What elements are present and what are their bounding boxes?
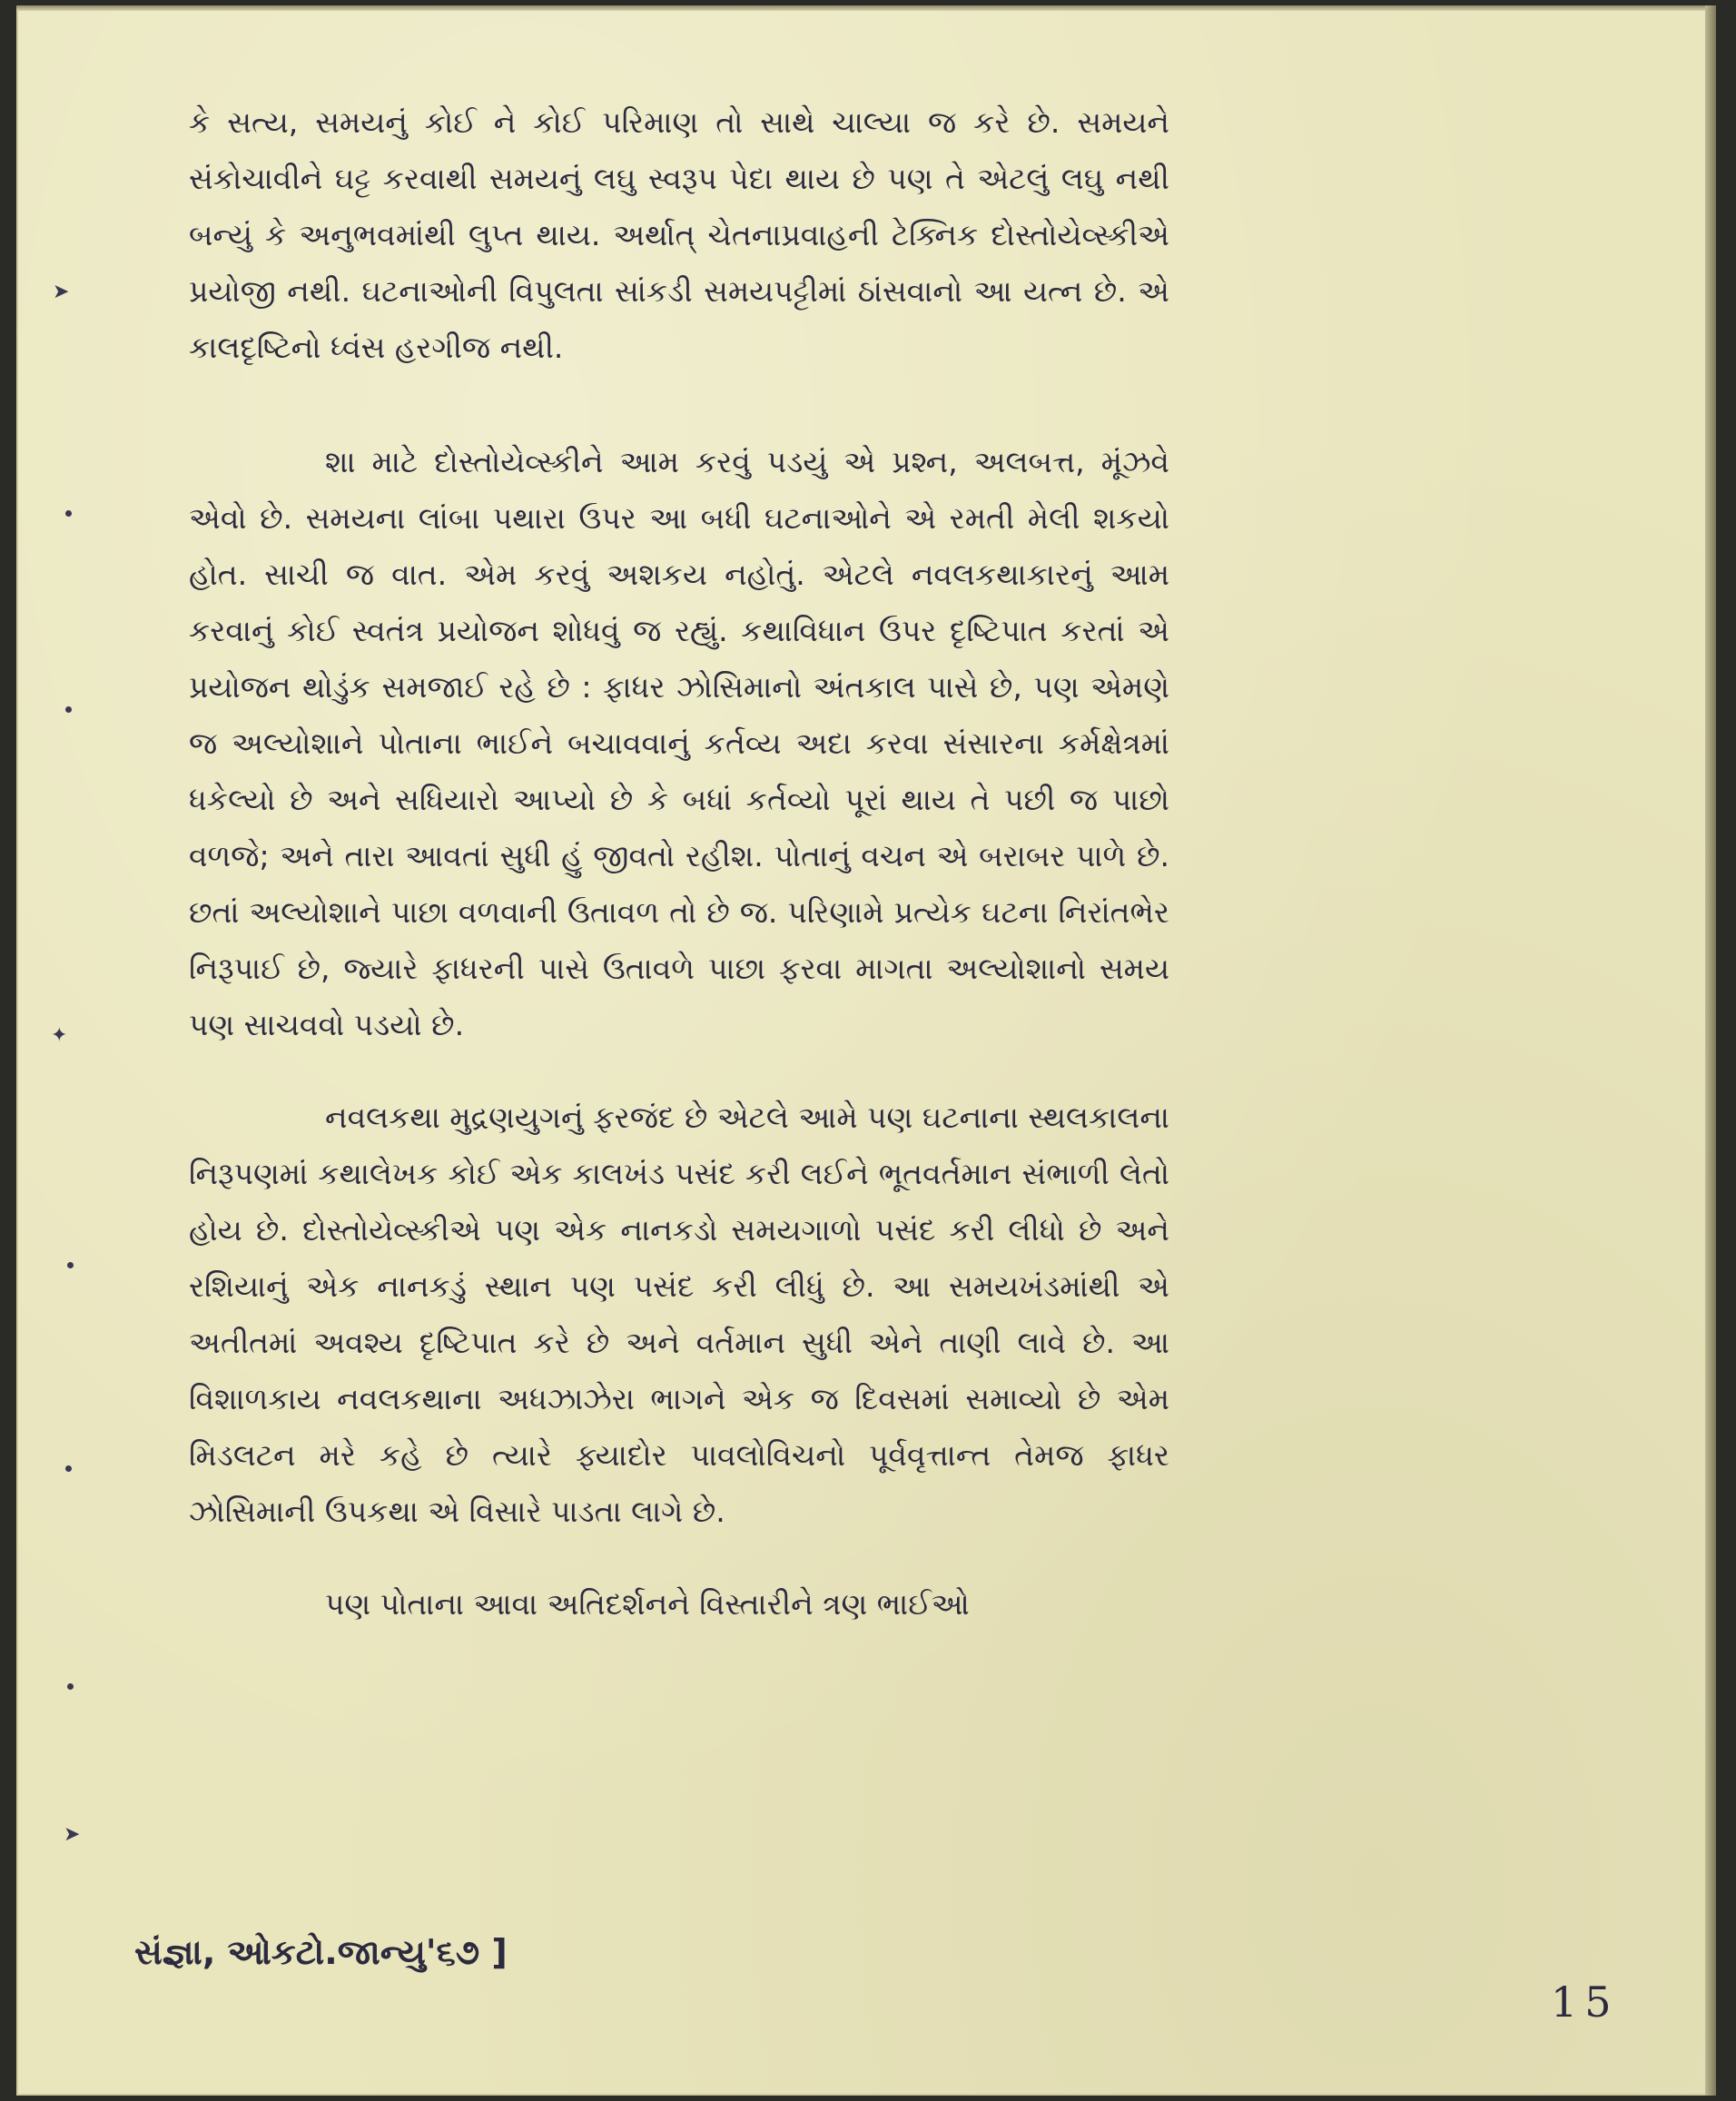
journal-footer: સંજ્ઞા, ઓકટો.જાન્યુ'૬૭ ] [134,1932,508,1972]
page-number: 15 [1551,1978,1619,2027]
margin-dot [67,1262,74,1268]
paragraph-4: પણ પોતાના આવા અતિદર્શનને વિસ્તારીને ત્રણ ભાઈઓ [325,1586,970,1622]
document-page [16,5,1716,2096]
margin-star-mark: ✦ [51,1024,68,1047]
margin-dot [67,1683,74,1690]
margin-dot [65,706,72,713]
margin-dot [65,1465,72,1472]
page-right-edge [1705,5,1716,2096]
margin-dot [65,510,72,517]
margin-arrow-mark: ➤ [53,281,70,303]
page-top-edge [16,5,1716,11]
body-text [189,94,1169,1632]
paragraph-1: કે સત્ય, સમયનું કોઈ ને કોઈ પરિમાણ તો સાથે ચાલ્યા જ કરે છે. સમયને સંકોચાવીને ઘટ્ટ કરવાથી સમયનું લઘુ સ્વરૂપ પેદા થાય છે પણ તે એટલું લઘુ નથી બન્યું કે અનુભવમાંથી લુપ્ત થાય. અર્થાત્ ચેતનાપ્રવાહની ટેક્નિક દોસ્તોયેવ્સ્કીએ પ્રયોજી નથી. ઘટનાઓની વિપુલતા સાંકડી સમયપટ્ટીમાં ઠાંસવાનો આ યત્ન છે. એ કાલદૃષ્ટિનો ધ્વંસ હરગીજ નથી. [189,104,1169,365]
paragraph-2: શા માટે દોસ્તોયેવ્સ્કીને આમ કરવું પડયું એ પ્રશ્ન, અલબત્ત, મૂંઝવે એવો છે. સમયના લાંબા પથારા ઉપર આ બધી ઘટનાઓને એ રમતી મેલી શકયો હોત. સાચી જ વાત. એમ કરવું અશકય નહોતું. એટલે નવલકથાકારનું આમ કરવાનું કોઈ સ્વતંત્ર પ્રયોજન શોધવું જ રહ્યું. કથાવિધાન ઉપર દૃષ્ટિપાત કરતાં એ પ્રયોજન થોડુંક સમજાઈ રહે છે : ફાધર ઝોસિમાનો અંતકાલ પાસે છે, પણ એમણે જ અલ્યોશાને પોતાના ભાઈને બચાવવાનું કર્તવ્ય અદા કરવા સંસારના કર્મક્ષેત્રમાં ધકેલ્યો છે અને સધિયારો આપ્યો છે કે બધાં કર્તવ્યો પૂરાં થાય તે પછી જ પાછો વળજે; અને તારા આવતાં સુધી હું જીવતો રહીશ. પોતાનું વચન એ બરાબર પાળે છે. છતાં અલ્યોશાને પાછા વળવાની ઉતાવળ તો છે જ. પરિણામે પ્રત્યેક ઘટના નિરાંતભેર નિરૂપાઈ છે, જ્યારે ફાધરની પાસે ઉતાવળે પાછા ફરવા માગતા અલ્યોશાનો સમય પણ સાચવવો પડયો છે. [189,444,1169,1042]
margin-arrow-mark: ➤ [64,1823,81,1846]
paragraph-3: નવલકથા મુદ્રણયુગનું ફરજંદ છે એટલે આમે પણ ઘટનાના સ્થલકાલના નિરૂપણમાં કથાલેખક કોઈ એક કાલખંડ પસંદ કરી લઈને ભૂતવર્તમાન સંભાળી લેતો હોય છે. દોસ્તોયેવ્સ્કીએ પણ એક નાનકડો સમયગાળો પસંદ કરી લીધો છે અને રશિયાનું એક નાનકડું સ્થાન પણ પસંદ કરી લીધું છે. આ સમયખંડમાંથી એ અતીતમાં અવશ્ય દૃષ્ટિપાત કરે છે અને વર્તમાન સુધી એને તાણી લાવે છે. આ વિશાળકાય નવલકથાના અધઝાઝેરા ભાગને એક જ દિવસમાં સમાવ્યો છે એમ મિડલટન મરે કહે છે ત્યારે ફ્યાદોર પાવલોવિચનો પૂર્વવૃત્તાન્ત તેમજ ફાધર ઝોસિમાની ઉપકથા એ વિસારે પાડતા લાગે છે. [189,1100,1169,1529]
